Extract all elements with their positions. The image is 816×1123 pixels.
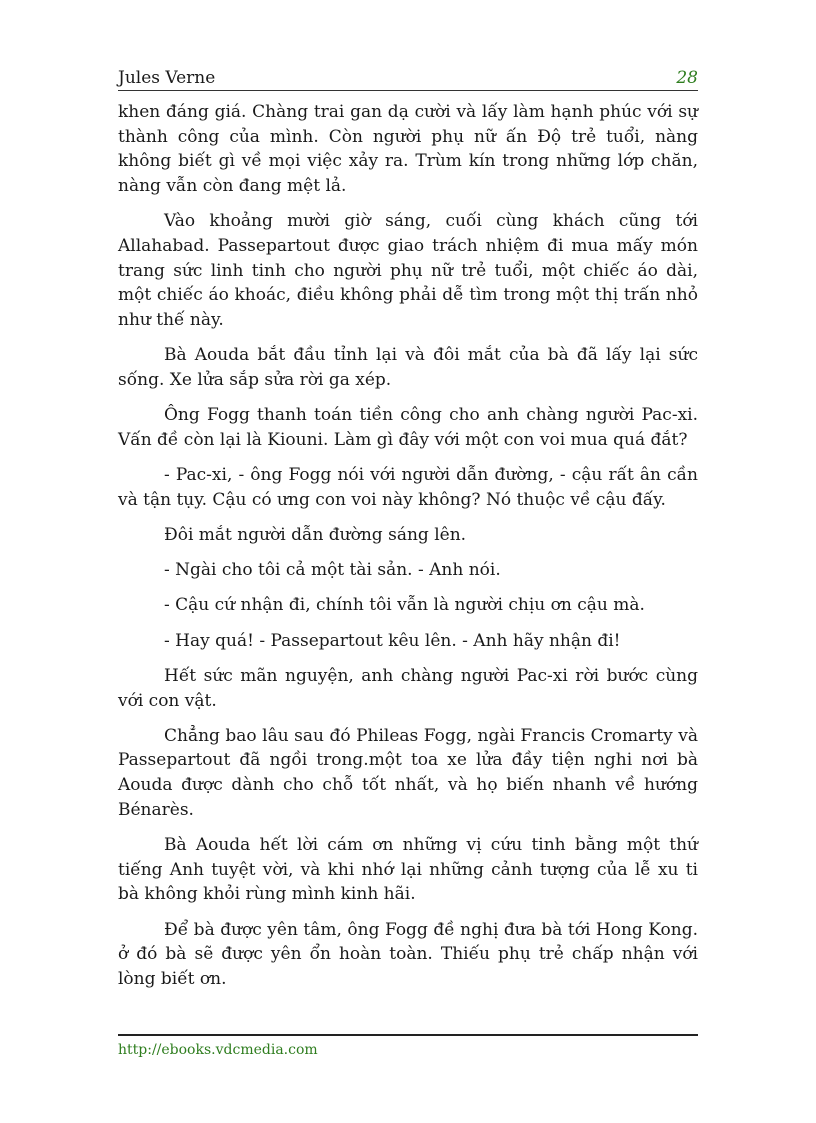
header-divider xyxy=(118,90,698,91)
paragraph: - Pac-xi, - ông Fogg nói với người dẫn đường, - cậu rất ân cần và tận tụy. Cậu có ưng con voi này không? Nó thuộc về cậu đấy. xyxy=(118,465,698,510)
paragraph: - Cậu cứ nhận đi, chính tôi vẫn là người chịu ơn cậu mà. xyxy=(164,595,645,616)
header-author: Jules Verne xyxy=(118,68,216,88)
paragraph: Để bà được yên tâm, ông Fogg đề nghị đưa bà tới Hong Kong. ở đó bà sẽ được yên ổn hoàn toàn. Thiếu phụ trẻ chấp nhận với lòng biết ơn. xyxy=(118,919,698,990)
page-number: 28 xyxy=(676,68,698,88)
paragraph: Ông Fogg thanh toán tiền công cho anh chàng người Pac-xi. Vấn đề còn lại là Kiouni. Làm gì đây với một con voi mua quá đắt? xyxy=(118,405,698,450)
paragraph: Vào khoảng mười giờ sáng, cuối cùng khách cũng tới Allahabad. Passepartout được giao trách nhiệm đi mua mấy món trang sức linh tinh cho người phụ nữ trẻ tuổi, một chiếc áo dài, một chiếc áo khoác, điều không phải dễ tìm trong một thị trấn nhỏ như thế này. xyxy=(118,211,698,331)
footer-url[interactable]: http://ebooks.vdcmedia.com xyxy=(118,1042,318,1058)
paragraph: Bà Aouda hết lời cám ơn những vị cứu tinh bằng một thứ tiếng Anh tuyệt vời, và khi nhớ lại những cảnh tượng của lễ xu ti bà không khỏi rùng mình kinh hãi. xyxy=(118,835,698,905)
paragraph: Hết sức mãn nguyện, anh chàng người Pac-xi rời bước cùng với con vật. xyxy=(118,665,698,711)
paragraph: Chẳng bao lâu sau đó Phileas Fogg, ngài Francis Cromarty và Passepartout đã ngồi trong.một toa xe lửa đầy tiện nghi nơi bà Aouda được dành cho chỗ tốt nhất, và họ biến nhanh về hướng Bénarès. xyxy=(118,725,698,820)
footer-divider xyxy=(118,1034,698,1036)
paragraph: khen đáng giá. Chàng trai gan dạ cười và lấy làm hạnh phúc với sự thành công của mình. Còn người phụ nữ ấn Độ trẻ tuổi, nàng không biết gì về mọi việc xảy ra. Trùm kín trong những lớp chăn, nàng vẫn còn đang mệt lả. xyxy=(118,102,698,197)
body-text xyxy=(118,100,698,1002)
page-header xyxy=(118,62,698,88)
paragraph: Bà Aouda bắt đầu tỉnh lại và đôi mắt của bà đã lấy lại sức sống. Xe lửa sắp sửa rời ga xép. xyxy=(118,345,698,391)
paragraph: - Hay quá! - Passepartout kêu lên. - Anh hãy nhận đi! xyxy=(164,630,621,651)
paragraph: Đôi mắt người dẫn đường sáng lên. xyxy=(164,525,467,546)
paragraph: - Ngài cho tôi cả một tài sản. - Anh nói. xyxy=(164,560,501,581)
